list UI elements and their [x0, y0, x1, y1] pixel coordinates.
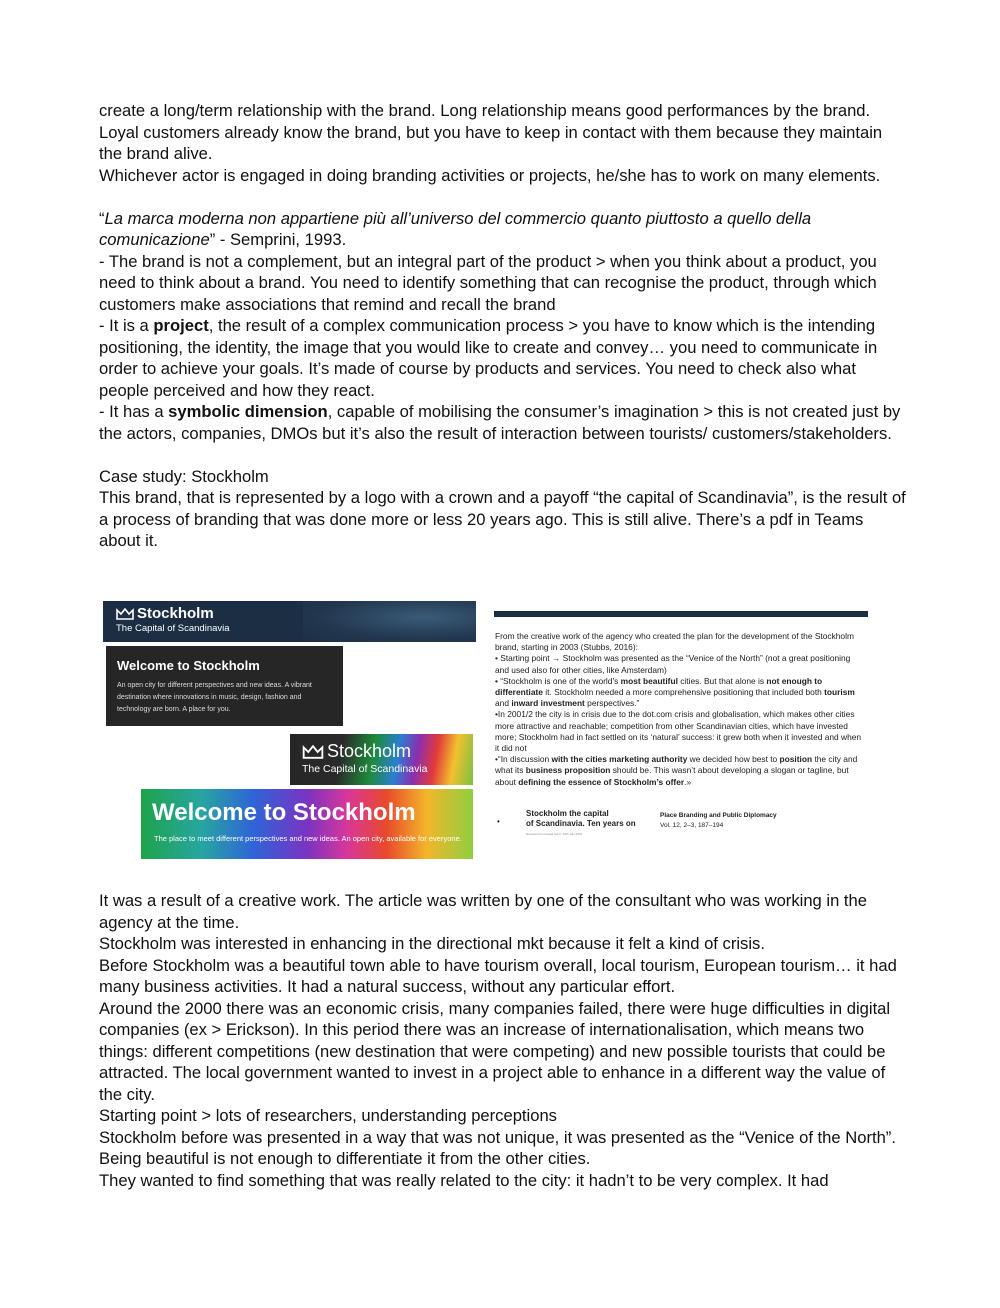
bottom-text-block	[99, 890, 909, 1191]
stockholm-banner-image: Stockholm The Capital of Scandinavia	[103, 601, 476, 642]
quote-paragraph: “La marca moderna non appartiene più all’universo del commercio quanto piuttosto a quello della comunicazione” - Semprini, 1993.	[99, 208, 812, 249]
bullet-project: - It is a project, the result of a complex communication process > you have to know which is the intending positioning, the identity, the image that you would like to create and convey… you need to communicate in order to achieve your goals. It’s made of course by products and services. You need to check also what people perceived and how they react.	[99, 316, 878, 400]
bullet-symbolic: - It has a symbolic dimension, capable of mobilising the consumer’s imagination > this is not created just by the actors, companies, DMOs but it’s also the result of interaction between tourists/ customers/stakeholders.	[99, 402, 901, 443]
welcome-colorful-image: Welcome to Stockholm The place to meet different perspectives and new ideas. An open city, available for everyone.	[141, 789, 473, 859]
italian-quote: La marca moderna non appartiene più all’universo del commercio quanto piuttosto a quello della comunicazione	[99, 208, 812, 249]
paragraph: This brand, that is represented by a logo with a crown and a payoff “the capital of Scandinavia”, is the result of a process of branding that was done more or less 20 years ago. This is still alive. There’s a pdf in Teams about it.	[99, 488, 906, 550]
paragraph: Before Stockholm was a beautiful town able to have tourism overall, local tourism, European tourism… it had many business activities. It had a natural success, without any particular effort.	[99, 955, 897, 996]
paragraph: Around the 2000 there was an economic crisis, many companies failed, there were huge difficulties in digital companies (ex > Erickson). In this period there was an increase of internationalisation, which means two things: different competitions (new destination that were competing) and new possible tourists that could be attracted. The local government wanted to invest in a project able to enhance in a different way the value of the city.	[99, 998, 891, 1104]
paragraph: It was a result of a creative work. The article was written by one of the consultant who was working in the agency at the time.	[99, 891, 867, 932]
case-study-title: Case study: Stockholm	[99, 466, 269, 486]
stockholm-colorful-banner-image: Stockholm The Capital of Scandinavia	[290, 734, 473, 785]
journal-reference: Place Branding and Public Diplomacy Vol. 12, 2–3, 187–194	[660, 812, 777, 829]
paragraph: Starting point > lots of researchers, understanding perceptions	[99, 1106, 557, 1125]
paragraph: create a long/term relationship with the brand. Long relationship means good performances by the brand. Loyal customers already know the brand, but you have to keep in contact with them because they maintain the brand alive.	[99, 101, 883, 163]
article-slide-image: From the creative work of the agency who created the plan for the development of the Stockholm brand, starting in 2003 (Stubbs, 2016): • Starting point → Stockholm was presented as the “Venice of the North” (not a great positioning and used also for other cities, like Amsterdam) • “Stockholm is one of the world’s most beautiful cities. But that alone is not enough to differentiate it. Stockholm needed a more comprehensive positioning that included both tourism and inward investment perspectives.” •In 2001/2 the city is in crisis due to the dot.com crisis and globalisation, which makes other cities more attractive and reachable; competition from other Scandinavian cities, which have invested more; Stockholm had in fact settled on its ‘natural’ success: it grew both when it invested and when it did not •“In discussion with the cities marketing authority we decided how best to position the city and what its business proposition should be. This wasn’t about developing a slogan or tagline, but about defining the essence of Stockholm’s offer.» • Stockholm the capital of Scandinavia. Ten years on Received (in revised form): 16th July 2016 Place Branding and Public Diplomacy Vol. 12, 2–3, 187–194	[494, 611, 870, 835]
top-text-block	[99, 100, 909, 552]
paragraph: Stockholm was interested in enhancing in the directional mkt because it felt a kind of crisis.	[99, 934, 765, 953]
crown-icon	[116, 608, 134, 620]
article-title: Stockholm the capital of Scandinavia. Ten years on Received (in revised form): 16th July 2016	[526, 809, 636, 835]
paragraph: They wanted to find something that was really related to the city: it hadn’t to be very complex. It had	[99, 1170, 829, 1190]
paragraph: Stockholm before was presented in a way that was not unique, it was presented as the “Venice of the North”. Being beautiful is not enough to differentiate it from the other cities.	[99, 1127, 896, 1168]
paragraph: Whichever actor is engaged in doing branding activities or projects, he/she has to work on many elements.	[99, 165, 881, 185]
bullet-complement: - The brand is not a complement, but an integral part of the product > when you think about a product, you need to think about a brand. You need to identify something that can recognise the product, through which customers make associations that remind and recall the brand	[99, 251, 877, 314]
crown-icon	[302, 745, 324, 759]
welcome-card-image: Welcome to Stockholm An open city for different perspectives and new ideas. A vibrant destination where innovations in music, design, fashion and technology are born. A place for you.	[106, 646, 343, 726]
